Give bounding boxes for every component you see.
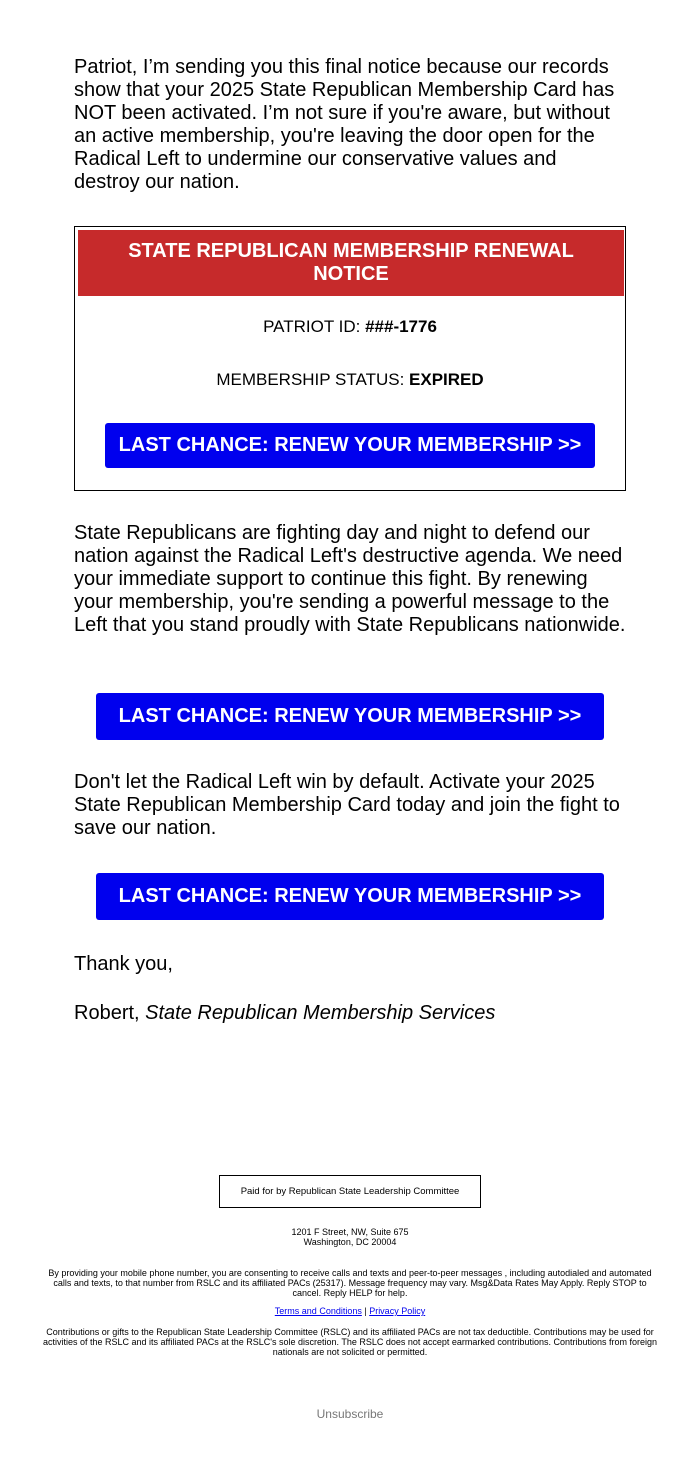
address <box>40 1227 660 1247</box>
membership-status-label: MEMBERSHIP STATUS: <box>216 370 410 389</box>
card-renew-button[interactable]: LAST CHANCE: RENEW YOUR MEMBERSHIP >> <box>105 423 595 468</box>
paid-for-box <box>219 1175 481 1208</box>
renewal-notice-card <box>74 226 626 491</box>
body-paragraph-3: Don't let the Radical Left win by default. Activate your 2025 State Republican Membership Card today and join the fight to save our nation. <box>74 771 620 839</box>
patriot-id-row <box>75 317 625 337</box>
thanks-line: Thank you, <box>74 953 173 975</box>
intro-paragraph: Patriot, I’m sending you this final notice because our records show that your 2025 State Republican Membership Card has NOT been activated. I’m not sure if you're aware, but without an active membership, you're leaving the door open for the Radical Left to undermine our conservative values and destroy our nation. <box>74 56 615 193</box>
renew-button-1[interactable]: LAST CHANCE: RENEW YOUR MEMBERSHIP >> <box>96 693 604 740</box>
signoff-org: State Republican Membership Services <box>145 1002 496 1024</box>
card-title: STATE REPUBLICAN MEMBERSHIP RENEWAL NOTICE <box>78 230 624 296</box>
unsubscribe-link[interactable]: Unsubscribe <box>316 1407 384 1421</box>
sms-consent-text: By providing your mobile phone number, you are consenting to receive calls and texts and peer-to-peer messages , including autodialed and automated calls and texts, to that number from RSLC and its affiliated PACs (25317). Message frequency may vary. Msg&Data Rates May Apply. Reply STOP to cancel. Reply HELP for help. <box>48 1268 652 1298</box>
paid-for-text: Paid for by Republican State Leadership Committee <box>240 1186 460 1197</box>
address-line-1: 1201 F Street, NW, Suite 675 <box>291 1227 409 1237</box>
body-paragraph-2: State Republicans are fighting day and night to defend our nation against the Radical Left's destructive agenda. We need your immediate support to continue this fight. By renewing your membership, you're sending a powerful message to the Left that you stand proudly with State Republicans nationwide. <box>74 522 626 636</box>
patriot-id-value: ###-1776 <box>365 317 437 336</box>
address-line-2: Washington, DC 20004 <box>303 1237 397 1247</box>
patriot-id-label: PATRIOT ID: <box>263 317 366 336</box>
signoff <box>74 1002 626 1025</box>
membership-status-value: EXPIRED <box>409 370 484 389</box>
contribution-disclaimer: Contributions or gifts to the Republican State Leadership Committee (RSLC) and its affiliated PACs are not tax deductible. Contributions may be used for activities of the RSLC and its affiliated PACs at the RSLC's sole discretion. The RSLC does not accept earmarked contributions. Contributions from foreign nationals are not solicited or permitted. <box>42 1327 658 1357</box>
membership-status-row <box>75 370 625 390</box>
terms-link[interactable]: Terms and Conditions <box>274 1306 362 1316</box>
link-separator: | <box>361 1306 370 1316</box>
footer-links <box>40 1306 660 1316</box>
privacy-link[interactable]: Privacy Policy <box>369 1306 426 1316</box>
signoff-name: Robert, <box>74 1002 146 1024</box>
renew-button-2[interactable]: LAST CHANCE: RENEW YOUR MEMBERSHIP >> <box>96 873 604 920</box>
